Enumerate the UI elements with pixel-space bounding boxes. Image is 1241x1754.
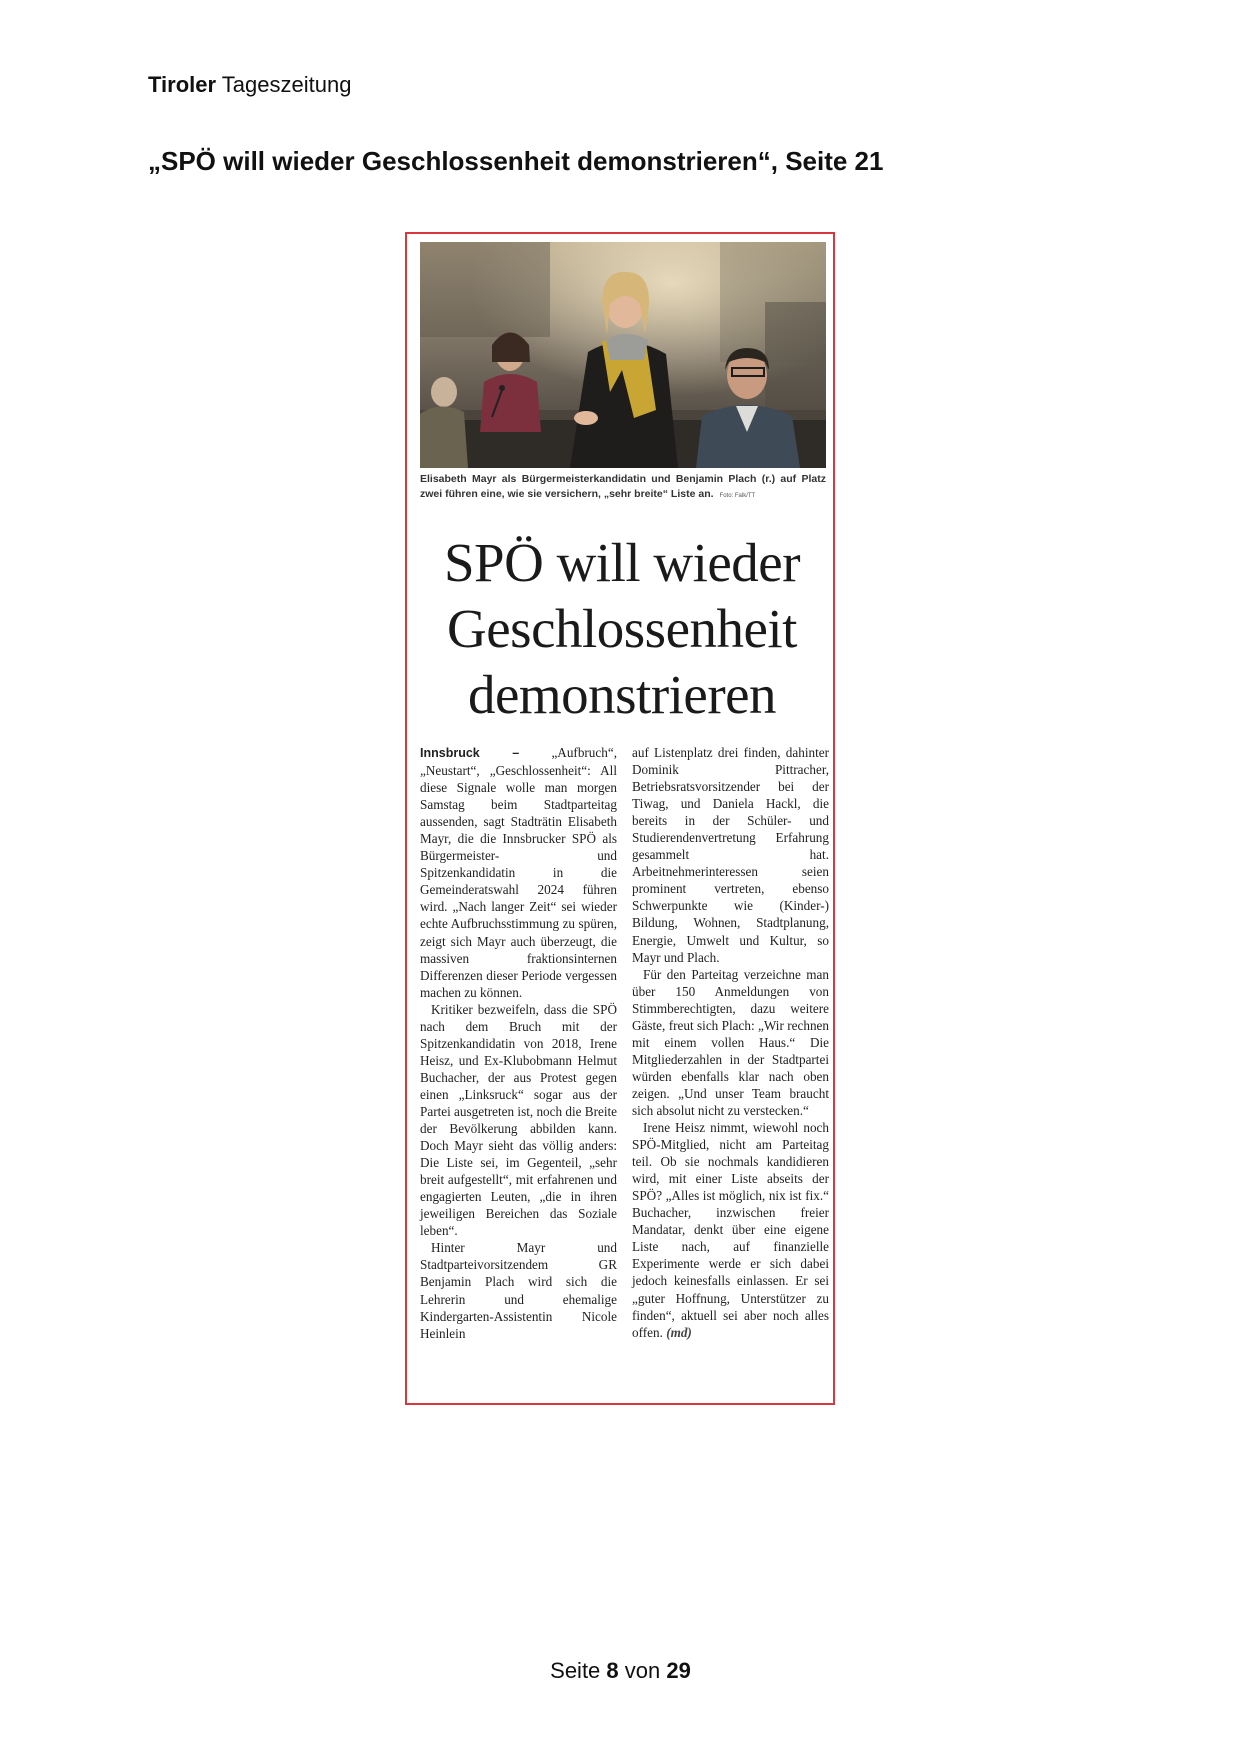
article-paragraph: Für den Parteitag verzeichne man über 150 Anmeldungen von Stimmberechtigten, dazu weitere Gäste, freut sich Plach: „Wir rechnen mit einem vollen Haus.“ Die Mitgliederzahlen in der Stadtpartei würden ebenfalls klar nach oben zeigen. „Und unser Team braucht sich absolut nicht zu verstecken.“ bbox=[632, 966, 829, 1118]
photo-caption-text: Elisabeth Mayr als Bürgermeisterkandidatin und Benjamin Plach (r.) auf Platz zwei führen eine, wie sie versichern, „sehr breite“ Liste an. bbox=[420, 473, 826, 500]
article-title: „SPÖ will wieder Geschlossenheit demonstrieren“, Seite 21 bbox=[148, 146, 884, 176]
page-number-total: 29 bbox=[666, 1658, 691, 1683]
article-paragraph-text: „Aufbruch“, „Neustart“, „Geschlossenheit“: All diese Signale wolle man morgen Samstag beim Stadtparteitag aussenden, sagt Stadträtin Elisabeth Mayr, die die Innsbrucker SPÖ als Bürgermeister- und Spitzenkandidatin in die Gemeinderatswahl 2024 führen wird. „Nach langer Zeit“ sei wieder echte Aufbruchsstimmung zu spüren, zeigt sich Mayr auch überzeugt, die massiven fraktionsinternen Differenzen dieser Periode vergessen machen zu können. bbox=[420, 745, 617, 1000]
article-paragraph: auf Listenplatz drei finden, dahinter Dominik Pittracher, Betriebsratsvorsitzender bei der Tiwag, und Daniela Hackl, die bereits in der Schüler- und Studierendenvertretung Erfahrung gesammelt hat. Arbeitnehmerinteressen seien prominent vertreten, ebenso Schwerpunkte wie (Kinder-) Bildung, Wohnen, Stadtplanung, Energie, Umwelt und Kultur, so Mayr und Plach. bbox=[632, 745, 829, 965]
article-dateline: Innsbruck – bbox=[420, 746, 520, 760]
photo-caption bbox=[420, 472, 826, 504]
page-number-prefix: Seite bbox=[550, 1658, 607, 1683]
article-paragraph: Hinter Mayr und Stadtparteivorsitzendem GR Benjamin Plach wird sich die Lehrerin und ehemalige Kindergarten-Assistentin Nicole Heinlein bbox=[420, 1240, 617, 1341]
newspaper-headline bbox=[413, 530, 831, 728]
article-paragraph bbox=[632, 1119, 829, 1341]
headline-line: SPÖ will wieder bbox=[443, 532, 801, 593]
article-column-right bbox=[632, 744, 829, 1341]
article-body bbox=[420, 744, 829, 1396]
page-number-middle: von bbox=[618, 1658, 667, 1683]
photo-credit: Foto: Falk/TT bbox=[719, 493, 756, 499]
headline-line: Geschlossenheit bbox=[447, 598, 797, 659]
article-column-left bbox=[420, 744, 617, 1342]
article-paragraph-text: Irene Heisz nimmt, wiewohl noch SPÖ-Mitglied, nicht am Parteitag teil. Ob sie nochmals kandidieren wird, mit einer Liste abseits der SPÖ? „Alles ist möglich, nix ist fix.“ Buchacher, inzwischen freier Mandatar, denkt über eine eigene Liste nach, auf finanzielle Experimente werde er sich dabei jedoch keinesfalls einlassen. Er sei „guter Hoffnung, Unterstützer zu finden“, aktuell sei aber noch alles offen. bbox=[632, 1120, 829, 1340]
headline-line: demonstrieren bbox=[467, 664, 777, 725]
newspaper-clipping bbox=[405, 232, 835, 1405]
article-photo bbox=[420, 242, 826, 468]
page-number bbox=[0, 1658, 1241, 1684]
article-paragraph bbox=[420, 744, 617, 1001]
page-number-current: 8 bbox=[606, 1658, 619, 1683]
publication-name bbox=[148, 72, 351, 98]
publication-name-bold: Tiroler bbox=[148, 72, 217, 97]
author-signoff: (md) bbox=[666, 1324, 692, 1340]
article-paragraph: Kritiker bezweifeln, dass die SPÖ nach dem Bruch mit der Spitzenkandidatin von 2018, Irene Heisz, und Ex-Klubobmann Helmut Buchacher, der aus Protest gegen einen „Linksruck“ sogar aus der Partei ausgetreten ist, noch die Breite der Bevölkerung abbilden kann. Doch Mayr sieht das völlig anders: Die Liste sei, im Gegenteil, „sehr breit aufgestellt“, mit erfahrenen und engagierten Leuten, „die in ihren jeweiligen Bereichen das Soziale leben“. bbox=[420, 1001, 618, 1239]
publication-name-rest: Tageszeitung bbox=[216, 72, 352, 97]
